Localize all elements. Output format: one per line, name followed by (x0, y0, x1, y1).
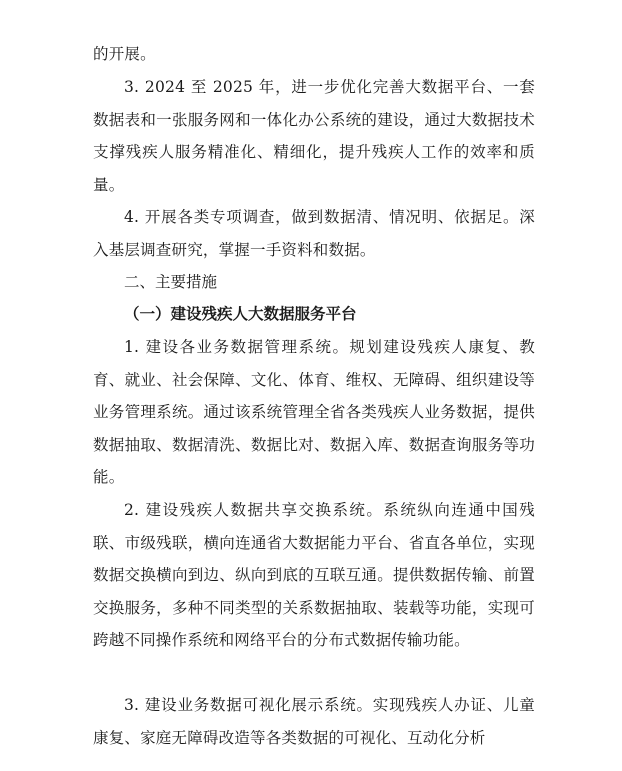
sub-heading: （一）建设残疾人大数据服务平台 (124, 305, 357, 323)
paragraph-measure-1: 1. 建设各业务数据管理系统。规划建设残疾人康复、教育、就业、社会保障、文化、体育、维权、无障碍、组织建设等业务管理系统。通过该系统管理全省各类残疾人业务数据，提供数据抽取、数据清洗、数据比对、数据入库、数据查询服务等功能。 (93, 338, 535, 487)
paragraph-measure-2: 2. 建设残疾人数据共享交换系统。系统纵向连通中国残联、市级残联，横向连通省大数据能力平台、省直各单位，实现数据交换横向到边、纵向到底的互联互通。提供数据传输、前置交换服务，多种不同类型的关系数据抽取、装载等功能，实现可跨越不同操作系统和网络平台的分布式数据传输功能。 (93, 501, 535, 650)
section-heading: 二、主要措施 (124, 273, 218, 291)
paragraph-item-4: 4. 开展各类专项调查，做到数据清、情况明、依据足。深入基层调查研究，掌握一手资料和数据。 (93, 208, 535, 259)
paragraph-continuation: 的开展。 (93, 45, 156, 63)
paragraph-measure-3: 3. 建设业务数据可视化展示系统。实现残疾人办证、儿童康复、家庭无障碍改造等各类数据的可视化、互动化分析 (93, 696, 535, 747)
paragraph-item-3: 3. 2024 至 2025 年，进一步优化完善大数据平台、一套数据表和一张服务网和一体化办公系统的建设，通过大数据技术支撑残疾人服务精准化、精细化，提升残疾人工作的效率和质量。 (93, 78, 535, 194)
